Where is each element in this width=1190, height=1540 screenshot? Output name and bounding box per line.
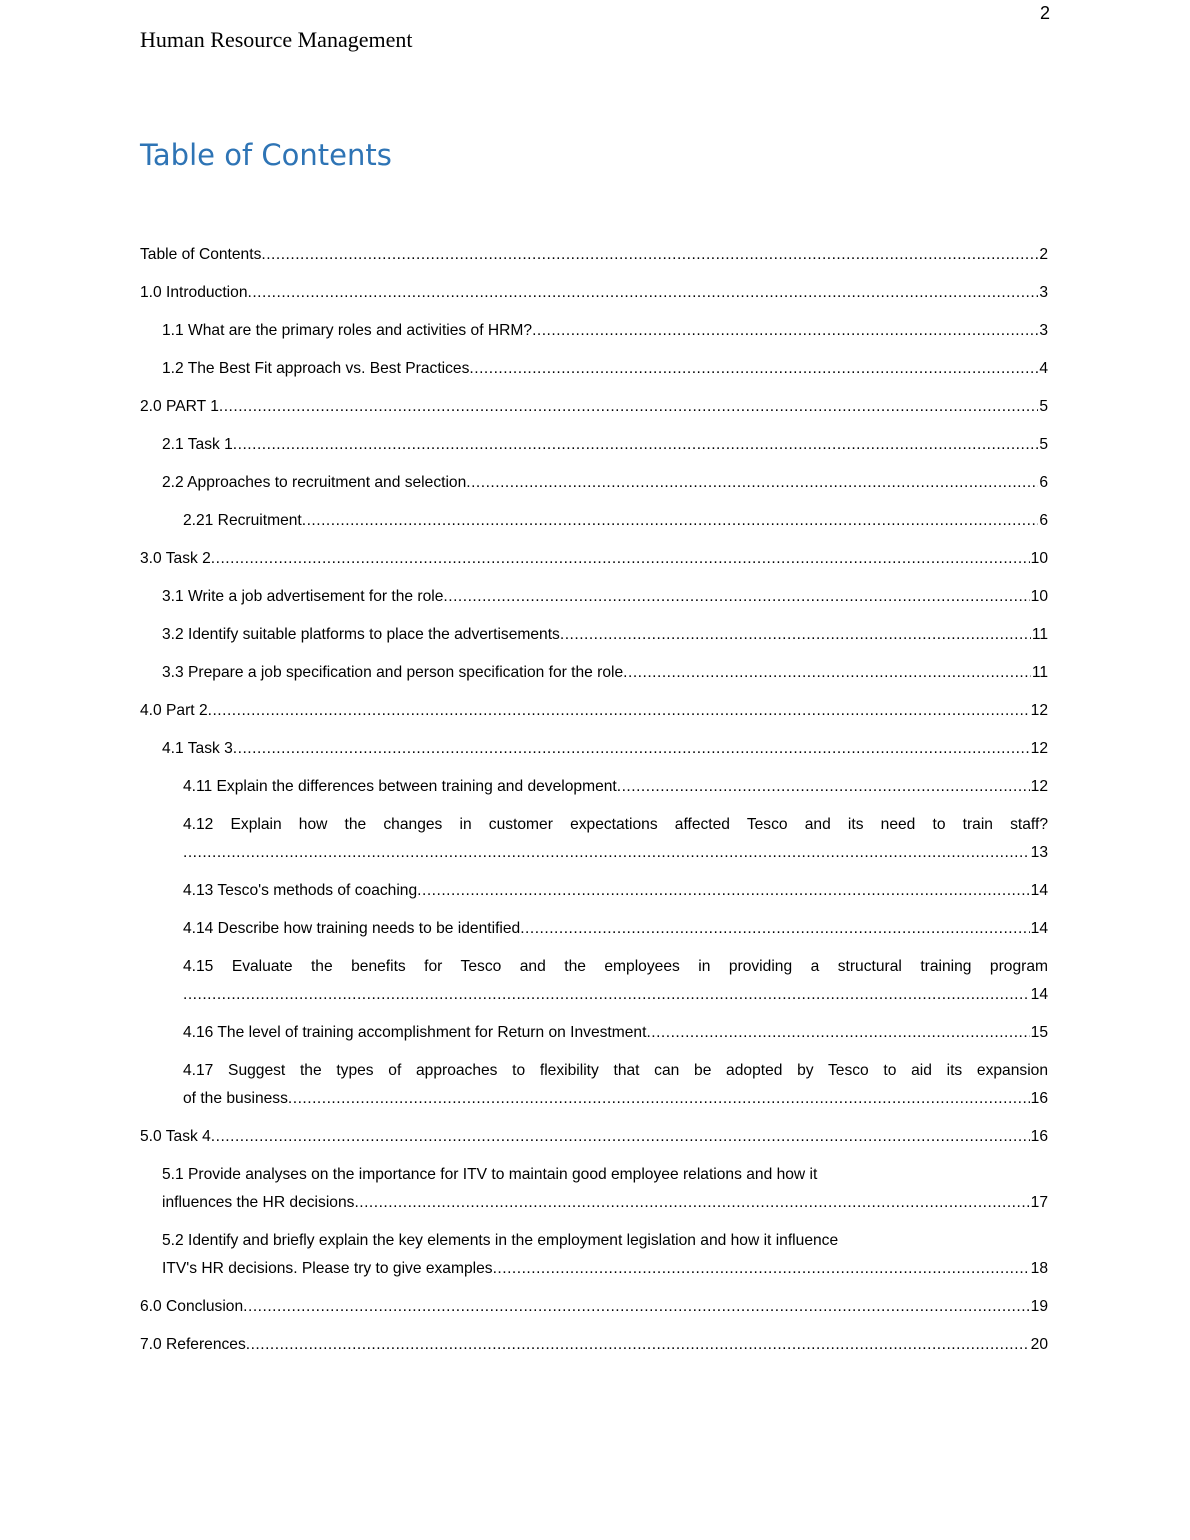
toc-entry-page: 18 — [1030, 1260, 1048, 1277]
dot-leader — [211, 1123, 1030, 1151]
toc-entry-page: 19 — [1030, 1298, 1048, 1315]
toc-entry-title: 4.11 Explain the differences between training and development — [183, 778, 617, 795]
toc-entry[interactable] — [140, 469, 1048, 497]
dot-leader — [243, 1293, 1029, 1321]
toc-entry-title: 5.2 Identify and briefly explain the key elements in the employment legislation and how it influence — [162, 1232, 839, 1249]
dot-leader — [219, 393, 1038, 421]
toc-entry-title: 3.2 Identify suitable platforms to place the advertisements — [162, 626, 560, 643]
dot-leader — [646, 1019, 1029, 1047]
toc-entry-title: 4.12 Explain how the changes in customer expectations affected Tesco and its need to train staff? — [183, 816, 1048, 833]
toc-entry-page: 14 — [1030, 920, 1048, 937]
toc-entry-title: 1.1 What are the primary roles and activities of HRM? — [162, 322, 533, 339]
toc-entry[interactable] — [140, 1123, 1048, 1151]
toc-entry-page: 3 — [1039, 284, 1048, 301]
toc-entry-title: 2.0 PART 1 — [140, 398, 219, 415]
toc-entry-page: 11 — [1031, 626, 1048, 643]
dot-leader — [493, 1255, 1030, 1283]
dot-leader — [233, 431, 1039, 459]
dot-leader — [302, 507, 1039, 535]
dot-leader — [261, 241, 1038, 269]
toc-entry[interactable] — [140, 355, 1048, 383]
toc-entry[interactable] — [140, 735, 1048, 763]
toc-entry[interactable] — [140, 1331, 1048, 1359]
toc-entry[interactable] — [140, 545, 1048, 573]
toc-entry-page: 10 — [1030, 588, 1048, 605]
toc-entry[interactable] — [140, 915, 1048, 943]
toc-entry-page: 16 — [1030, 1090, 1048, 1107]
toc-entry[interactable] — [140, 877, 1048, 905]
toc-entry[interactable] — [140, 431, 1048, 459]
dot-leader — [233, 735, 1030, 763]
toc-entry-page: 14 — [1030, 882, 1048, 899]
toc-entry-page: 6 — [1039, 474, 1048, 491]
toc-entry[interactable] — [140, 1161, 1048, 1217]
dot-leader — [183, 981, 1030, 1009]
toc-entry-page: 2 — [1039, 246, 1048, 263]
toc-entry-title: 3.0 Task 2 — [140, 550, 211, 567]
toc-entry-title-continued: influences the HR decisions — [162, 1194, 355, 1211]
toc-entry[interactable] — [140, 621, 1048, 649]
toc-entry[interactable] — [140, 1019, 1048, 1047]
toc-entry[interactable] — [140, 697, 1048, 725]
toc-entry-title-continued: of the business — [183, 1090, 288, 1107]
dot-leader — [520, 915, 1029, 943]
toc-entry-title: 3.3 Prepare a job specification and person specification for the role — [162, 664, 624, 681]
toc-entry-title: 4.17 Suggest the types of approaches to flexibility that can be adopted by Tesco to aid its expansion — [183, 1062, 1048, 1079]
dot-leader — [248, 279, 1039, 307]
toc-entry-title: 3.1 Write a job advertisement for the role — [162, 588, 444, 605]
toc-entry-page: 12 — [1030, 778, 1048, 795]
dot-leader — [208, 697, 1030, 725]
toc-entry[interactable] — [140, 1057, 1048, 1113]
dot-leader — [617, 773, 1030, 801]
toc-entry-title: 4.13 Tesco's methods of coaching — [183, 882, 418, 899]
dot-leader — [183, 839, 1030, 867]
toc-entry[interactable] — [140, 583, 1048, 611]
dot-leader — [443, 583, 1029, 611]
toc-entry-title: 1.2 The Best Fit approach vs. Best Practices — [162, 360, 470, 377]
toc-entry-page: 12 — [1030, 740, 1048, 757]
dot-leader — [288, 1085, 1030, 1113]
toc-entry-page: 10 — [1030, 550, 1048, 567]
toc-entry[interactable] — [140, 507, 1048, 535]
toc-entry-title: 1.0 Introduction — [140, 284, 248, 301]
toc-entry[interactable] — [140, 953, 1048, 1009]
dot-leader — [417, 877, 1029, 905]
toc-entry-title: 2.2 Approaches to recruitment and selection — [162, 474, 467, 491]
dot-leader — [532, 317, 1038, 345]
toc-entry-page: 16 — [1030, 1128, 1048, 1145]
toc-entry-title: Table of Contents — [140, 246, 262, 263]
toc-entry[interactable] — [140, 393, 1048, 421]
toc-entry-page: 5 — [1039, 398, 1048, 415]
toc-entry-title: 5.0 Task 4 — [140, 1128, 211, 1145]
toc-entry[interactable] — [140, 1293, 1048, 1321]
toc-entry[interactable] — [140, 317, 1048, 345]
dot-leader — [623, 659, 1031, 687]
toc-entry-page: 4 — [1039, 360, 1048, 377]
toc-entry[interactable] — [140, 773, 1048, 801]
toc-entry-page: 17 — [1030, 1194, 1048, 1211]
toc-entry-page: 14 — [1030, 986, 1048, 1003]
running-header: Human Resource Management — [140, 27, 413, 52]
toc-entry-title: 4.0 Part 2 — [140, 702, 208, 719]
toc-entry-page: 6 — [1039, 512, 1048, 529]
toc-entry[interactable] — [140, 241, 1048, 269]
toc-entry-title: 5.1 Provide analyses on the importance for ITV to maintain good employee relations and how it — [162, 1166, 818, 1183]
toc-entry-title-continued: ITV's HR decisions. Please try to give examples — [162, 1260, 493, 1277]
dot-leader — [354, 1189, 1029, 1217]
toc-entry-page: 3 — [1039, 322, 1048, 339]
toc-entry-title: 4.16 The level of training accomplishment for Return on Investment — [183, 1024, 647, 1041]
dot-leader — [211, 545, 1030, 573]
toc-entry-title: 4.15 Evaluate the benefits for Tesco and the employees in providing a structural training program — [183, 958, 1048, 975]
dot-leader — [560, 621, 1031, 649]
toc-entry-page: 13 — [1030, 844, 1048, 861]
toc-entry-page: 15 — [1030, 1024, 1048, 1041]
toc-entry-title: 2.1 Task 1 — [162, 436, 233, 453]
toc-entry[interactable] — [140, 279, 1048, 307]
toc-entry[interactable] — [140, 659, 1048, 687]
toc-entry-page: 20 — [1030, 1336, 1048, 1353]
toc-entry-title: 6.0 Conclusion — [140, 1298, 244, 1315]
page-number: 2 — [1039, 3, 1050, 23]
toc-entry-title: 7.0 References — [140, 1336, 246, 1353]
dot-leader — [246, 1331, 1030, 1359]
table-of-contents — [140, 241, 1048, 1369]
toc-entry-title: 4.14 Describe how training needs to be identified — [183, 920, 521, 937]
toc-entry[interactable] — [140, 1227, 1048, 1283]
toc-heading: Table of Contents — [140, 138, 392, 172]
dot-leader — [466, 469, 1038, 497]
toc-entry-title: 2.21 Recruitment — [183, 512, 302, 529]
toc-entry-page: 12 — [1030, 702, 1048, 719]
toc-entry-title: 4.1 Task 3 — [162, 740, 233, 757]
toc-entry-page: 5 — [1039, 436, 1048, 453]
toc-entry-page: 11 — [1031, 664, 1048, 681]
dot-leader — [469, 355, 1038, 383]
toc-entry[interactable] — [140, 811, 1048, 867]
